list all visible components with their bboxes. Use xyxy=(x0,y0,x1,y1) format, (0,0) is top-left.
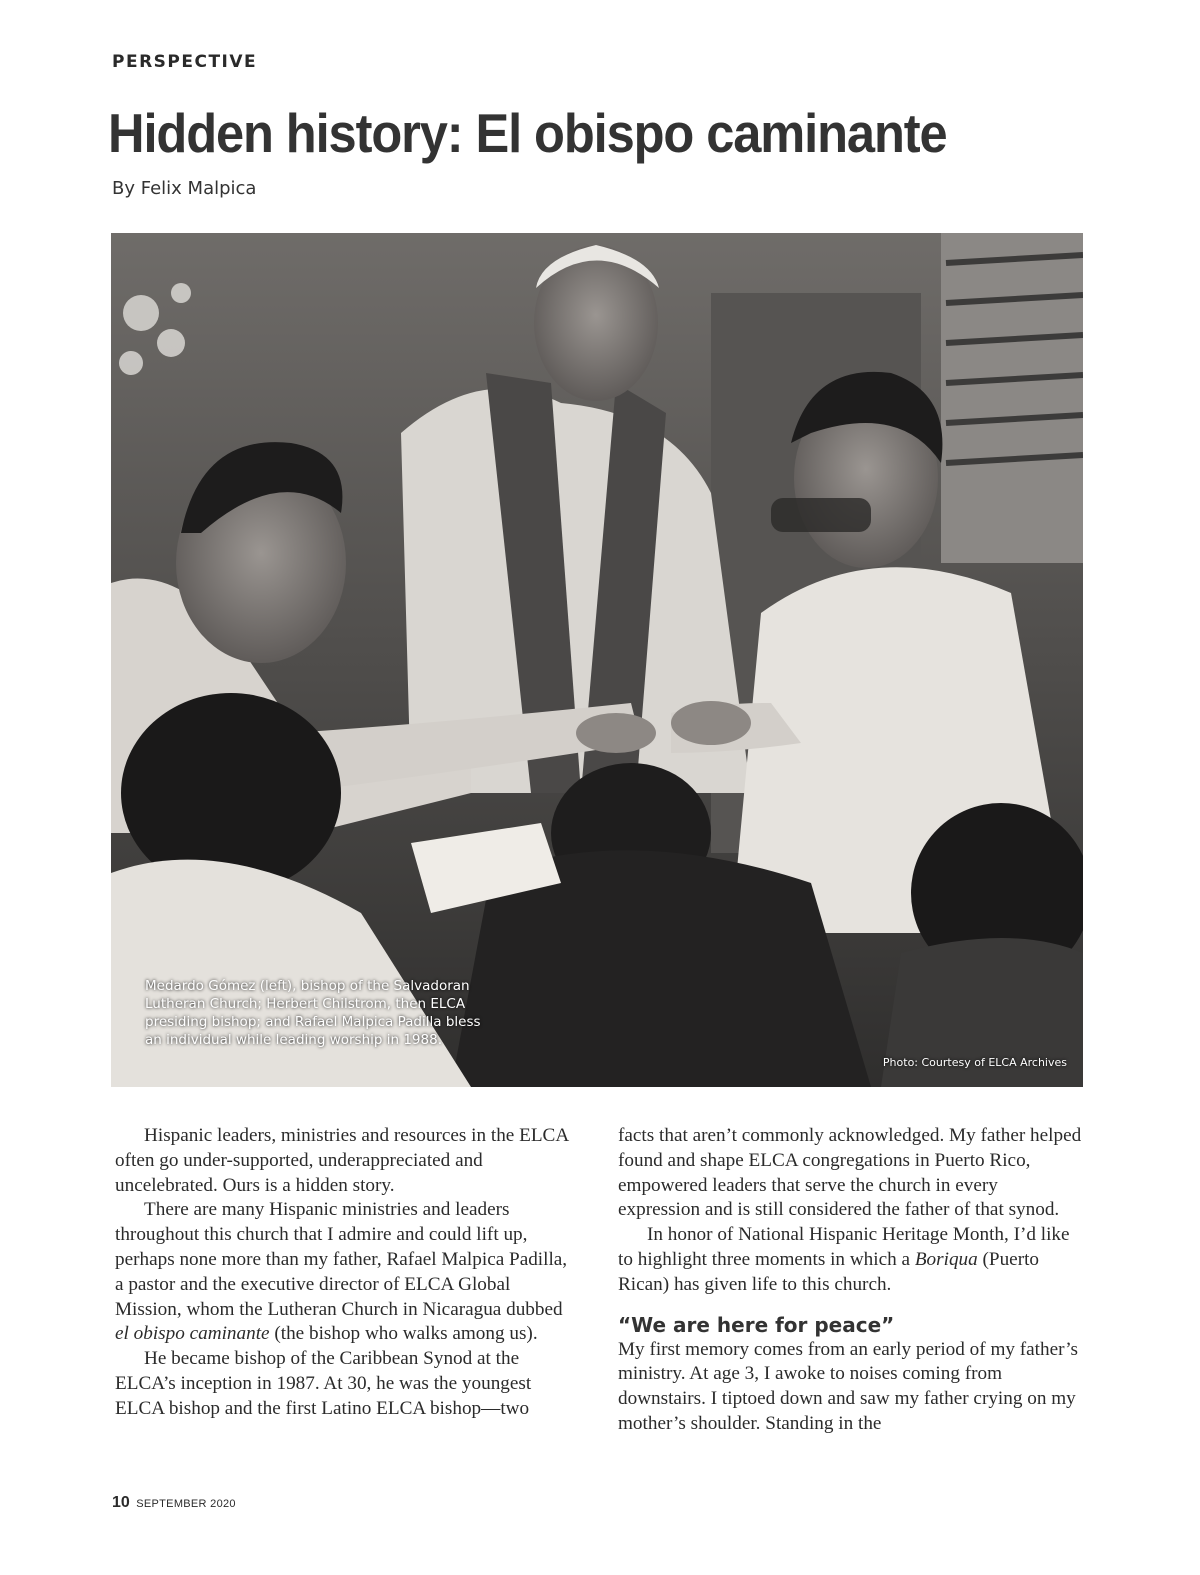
photo-credit: Photo: Courtesy of ELCA Archives xyxy=(882,1056,1067,1069)
section-subhead: “We are here for peace” xyxy=(618,1312,895,1337)
italic-term: el obispo caminante xyxy=(115,1323,270,1345)
byline: By Felix Malpica xyxy=(112,178,257,199)
paragraph: facts that aren’t commonly acknowledged. My father helped found and shape ELCA congregations in Puerto Rico, empowered leaders that serve the church in every expression and is still considered the father of that synod. xyxy=(618,1125,1082,1221)
page-footer xyxy=(112,1494,236,1512)
headline: Hidden history: El obispo caminante xyxy=(108,102,947,164)
section-label: PERSPECTIVE xyxy=(112,52,258,72)
photo-caption: Medardo Gómez (left), bishop of the Salvadoran Lutheran Church; Herbert Chilstrom, then ELCA presiding bishop; and Rafael Malpica Padilla bless an individual while leading worship in 1988. xyxy=(145,978,481,1048)
paragraph: Hispanic leaders, ministries and resources in the ELCA often go under-supported, underappreciated and uncelebrated. Ours is a hidden story. xyxy=(115,1125,569,1196)
italic-term: Boriqua xyxy=(914,1248,978,1270)
issue-date: SEPTEMBER 2020 xyxy=(136,1498,236,1510)
body-column-right xyxy=(618,1124,1083,1437)
paragraph: There are many Hispanic ministries and leaders throughout this church that I admire and could lift up, perhaps none more than my father, Rafael Malpica Padilla, a pastor and the executive director of ELCA Global Mission, whom the Lutheran Church in Nicaragua dubbed el obispo caminante (the bishop who walks among us). xyxy=(115,1199,568,1345)
paragraph: In honor of National Hispanic Heritage Month, I’d like to highlight three moments in which a Boriqua (Puerto Rican) has given life to this church. xyxy=(618,1224,1070,1295)
body-column-left xyxy=(115,1124,577,1422)
paragraph: He became bishop of the Caribbean Synod at the ELCA’s inception in 1987. At 30, he was the youngest ELCA bishop and the first Latino ELCA bishop—two xyxy=(115,1348,532,1419)
paragraph: My first memory comes from an early period of my father’s ministry. At age 3, I awoke to noises coming from downstairs. I tiptoed down and saw my father crying on my mother’s shoulder. Standing in the xyxy=(618,1338,1079,1434)
article-photo xyxy=(111,233,1083,1087)
photo-illustration xyxy=(111,233,1083,1087)
page-number: 10 xyxy=(112,1494,130,1511)
